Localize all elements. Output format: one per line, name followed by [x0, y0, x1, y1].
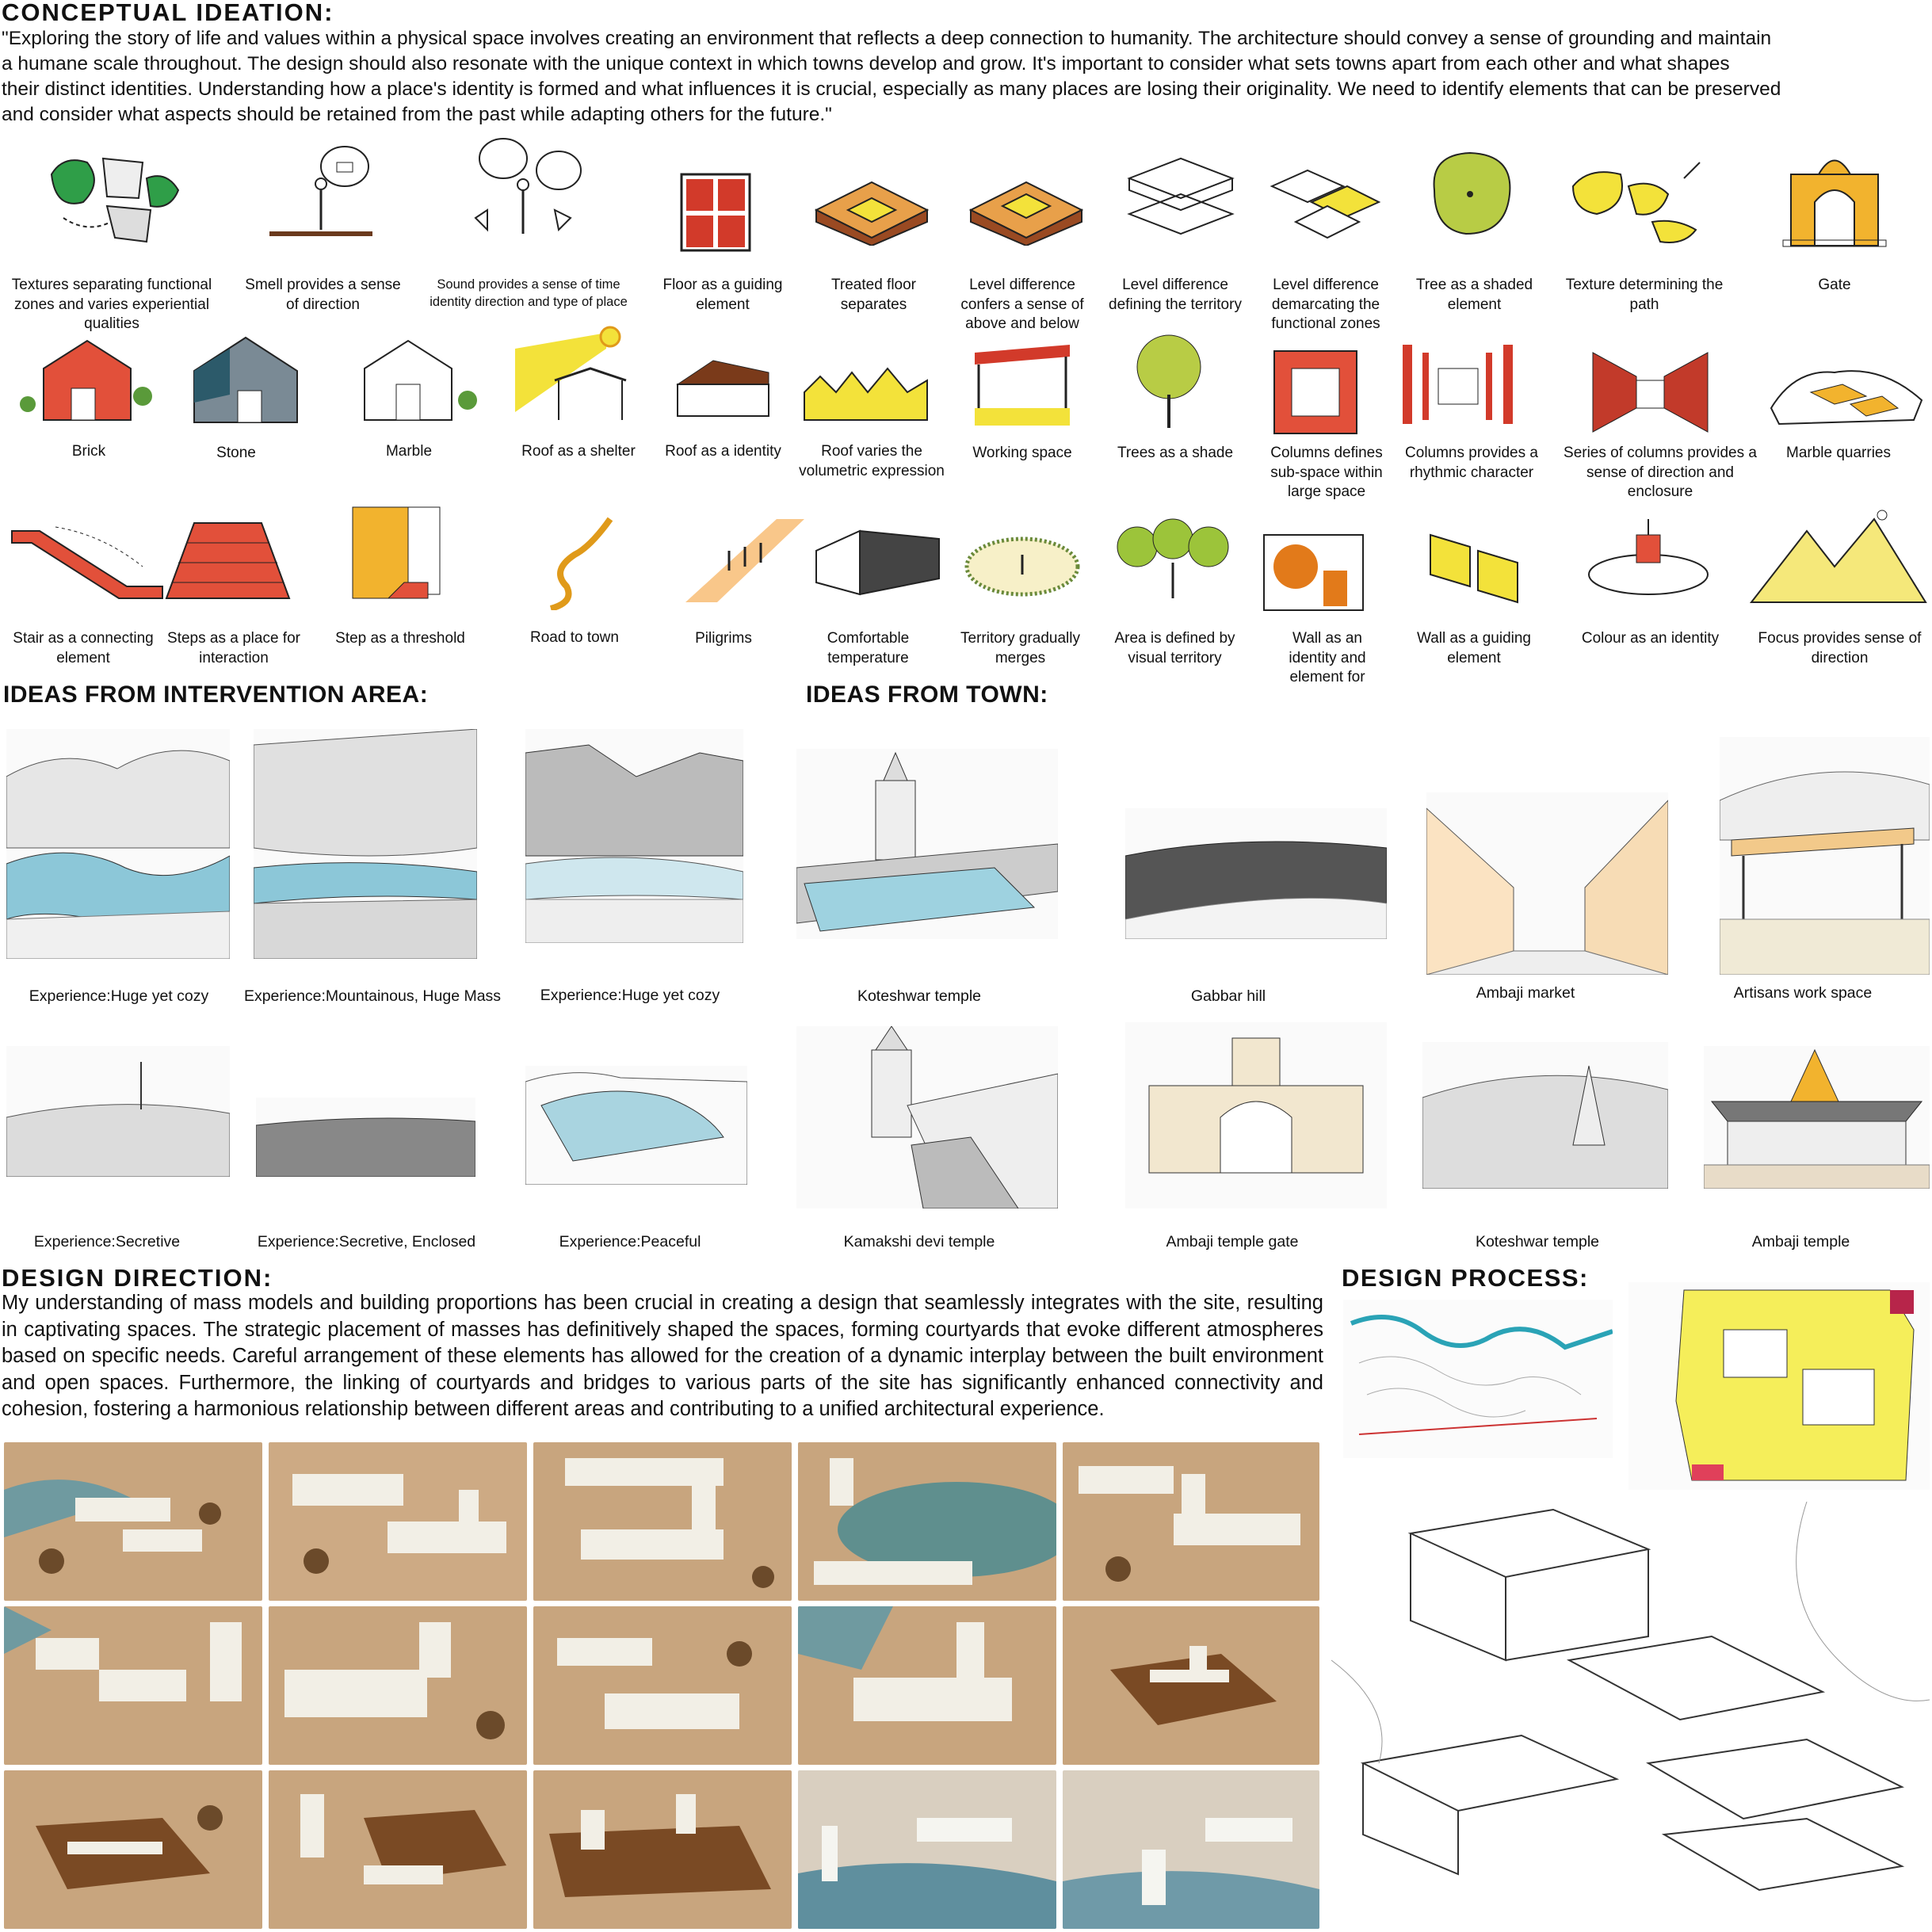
- caption-step-threshold: Step as a threshold: [335, 630, 465, 647]
- quote-line: a humane scale throughout. The design should also resonate with the unique context in which towns develop and grow. It's important to consider what sets towns apart from each other and what shapes: [2, 53, 1730, 74]
- caption-stone: Stone: [216, 445, 256, 461]
- intervention-caption-1: Experience:Huge yet cozy: [29, 987, 209, 1005]
- intervention-caption-3: Experience:Huge yet cozy: [540, 987, 720, 1004]
- town-caption-1: Koteshwar temple: [857, 987, 982, 1005]
- sketch-series-columns: [1589, 349, 1712, 436]
- caption-roof-shelter: Roof as a shelter: [521, 443, 636, 460]
- town-caption-7: Koteshwar temple: [1475, 1233, 1600, 1250]
- design-process-heading: DESIGN PROCESS:: [1342, 1264, 1589, 1292]
- intervention-heading: IDEAS FROM INTERVENTION AREA:: [3, 682, 429, 708]
- model-photo: [4, 1606, 262, 1765]
- sketch-marble: [349, 333, 483, 424]
- sketch-smell: [262, 135, 380, 246]
- caption-series-columns: Series of columns provides a sense of direction and enclosure: [1564, 445, 1757, 500]
- model-photo: [269, 1442, 527, 1601]
- caption-level-zones: Level difference demarcating the functional zones: [1271, 277, 1380, 332]
- town-caption-2: Gabbar hill: [1190, 987, 1266, 1005]
- sketch-marble-quarries: [1763, 361, 1930, 428]
- intervention-sketch-3: [525, 729, 743, 943]
- model-photo: [4, 1770, 262, 1929]
- caption-visual-territory: Area is defined by visual territory: [1114, 630, 1235, 666]
- caption-level-territory: Level difference defining the territory: [1109, 277, 1242, 313]
- sketch-working-space: [971, 337, 1074, 428]
- town-caption-3: Ambaji market: [1476, 984, 1575, 1002]
- sketch-pilgrims: [682, 515, 808, 606]
- sketch-floor-guiding: [680, 173, 751, 252]
- sketch-columns-rhythm: [1399, 337, 1518, 428]
- town-caption-8: Ambaji temple: [1751, 1233, 1850, 1250]
- caption-treated-floor: Treated floor separates: [830, 277, 916, 313]
- design-direction-heading: DESIGN DIRECTION:: [2, 1264, 273, 1292]
- town-sketch-1: [796, 749, 1058, 939]
- town-sketch-3: [1426, 792, 1668, 975]
- caption-comfortable-temperature: Comfortable temperature: [827, 630, 910, 666]
- model-photo: [533, 1606, 792, 1765]
- caption-trees-shade: Trees as a shade: [1117, 445, 1234, 461]
- caption-wall-identity: Wall as an identity and element for: [1289, 630, 1366, 685]
- caption-roof-identity: Roof as a identity: [665, 443, 781, 460]
- process-plan-sketch: [1628, 1282, 1930, 1490]
- intervention-caption-2: Experience:Mountainous, Huge Mass: [243, 987, 502, 1005]
- model-photo: [1063, 1770, 1319, 1929]
- caption-working-space: Working space: [972, 445, 1072, 461]
- sketch-level-territory: [1125, 155, 1236, 250]
- quote-line: "Exploring the story of life and values within a physical space involves creating an environment that reflects a deep connection to humanity. The architecture should convey a sense of grounding and maintain: [2, 28, 1772, 49]
- sketch-stair-connecting: [8, 519, 166, 606]
- sketch-visual-territory: [1113, 515, 1232, 602]
- sketch-steps-interaction: [162, 507, 293, 602]
- caption-marble: Marble: [385, 443, 433, 460]
- caption-columns-subspace: Columns defines sub-space within large space: [1270, 445, 1383, 500]
- intervention-sketch-2: [254, 729, 477, 959]
- caption-territory-merges: Territory gradually merges: [960, 630, 1080, 666]
- quote-line: and consider what aspects should be retained from the past while adapting others for the future.": [2, 104, 832, 125]
- sketch-stone: [174, 331, 313, 426]
- sketch-trees-shade: [1125, 331, 1212, 430]
- design-direction-text: My understanding of mass models and building proportions has been crucial in creating a design that seamlessly integrates with the site, resulting in captivating spaces. The strategic placement of masses has definitively shaped the spaces, forming courtyards that evoke different atmospheres based on specific needs. Careful arrangement of these elements has allowed for the creation of a dynamic interplay between the built environment and open spaces. Furthermore, the linking of courtyards and bridges to various parts of the site has significantly enhanced connectivity and cohesion, fostering a harmonious relationship between different areas and contributing to a unified architectural experience.: [2, 1292, 1323, 1420]
- intro-quote: [2, 26, 1781, 128]
- caption-sound: Sound provides a sense of time identity direction and type of place: [430, 277, 628, 309]
- sketch-territory-merges: [963, 531, 1082, 598]
- caption-brick: Brick: [71, 443, 106, 460]
- sketch-roof-shelter: [511, 325, 630, 424]
- town-sketch-6: [1125, 1022, 1387, 1208]
- caption-texture-path: Texture determining the path: [1565, 277, 1724, 313]
- sketch-gate: [1779, 147, 1890, 250]
- caption-floor-guiding: Floor as a guiding element: [662, 277, 783, 313]
- model-photo: [533, 1770, 792, 1929]
- town-caption-5: Kamakshi devi temple: [843, 1233, 995, 1250]
- model-photo: [533, 1442, 792, 1601]
- intervention-caption-4: Experience:Secretive: [33, 1233, 181, 1250]
- town-caption-6: Ambaji temple gate: [1166, 1233, 1299, 1250]
- quote-line: their distinct identities. Understanding how a place's identity is formed and what influences it is crucial, especially as many places are losing their originality. We need to identify elements that can be preserved: [2, 78, 1781, 100]
- caption-textures: Textures separating functional zones and varies experiential qualities: [11, 277, 212, 332]
- sketch-step-threshold: [341, 503, 444, 606]
- sketch-treated-floor: [812, 178, 931, 246]
- model-photo: [4, 1442, 262, 1601]
- town-caption-4: Artisans work space: [1733, 984, 1873, 1002]
- sketch-comfortable-temperature: [812, 519, 943, 598]
- sketch-columns-subspace: [1272, 349, 1359, 436]
- caption-colour-identity: Colour as an identity: [1581, 630, 1720, 647]
- town-sketch-4: [1720, 737, 1930, 975]
- conceptual-ideation-heading: CONCEPTUAL IDEATION:: [2, 0, 334, 26]
- model-photo: [1063, 1606, 1319, 1765]
- intervention-sketch-5: [256, 1098, 475, 1177]
- sketch-texture-path: [1565, 155, 1712, 250]
- sketch-sound: [460, 131, 586, 246]
- caption-pilgrims: Piligrims: [695, 630, 752, 647]
- caption-road-town: Road to town: [530, 629, 619, 646]
- sketch-road-town: [527, 515, 622, 610]
- sketch-wall-identity: [1260, 527, 1367, 614]
- caption-smell: Smell provides a sense of direction: [245, 277, 401, 313]
- process-axonometric-sketch: [1331, 1502, 1930, 1930]
- caption-focus-direction: Focus provides sense of direction: [1758, 630, 1922, 666]
- town-sketch-5: [796, 1026, 1058, 1208]
- town-sketch-8: [1704, 1046, 1930, 1189]
- intervention-sketch-4: [6, 1046, 230, 1177]
- model-photo: [269, 1770, 527, 1929]
- sketch-tree-shaded: [1418, 147, 1522, 242]
- intervention-caption-6: Experience:Peaceful: [559, 1233, 701, 1250]
- model-photo: [269, 1606, 527, 1765]
- sketch-brick: [12, 333, 155, 424]
- town-sketch-7: [1422, 1042, 1668, 1189]
- sketch-textures: [40, 143, 190, 246]
- caption-wall-guiding: Wall as a guiding element: [1417, 630, 1531, 666]
- sketch-focus-direction: [1747, 507, 1930, 606]
- sketch-roof-volumetric: [800, 361, 931, 424]
- caption-columns-rhythm: Columns provides a rhythmic character: [1405, 445, 1538, 481]
- model-photo: [798, 1606, 1056, 1765]
- model-photo: [798, 1442, 1056, 1601]
- mass-model-grid: [4, 1442, 1319, 1930]
- sketch-colour-identity: [1585, 511, 1712, 610]
- town-heading: IDEAS FROM TOWN:: [806, 682, 1048, 708]
- sketch-wall-guiding: [1422, 527, 1525, 606]
- caption-level-above-below: Level difference confers a sense of above and below: [960, 277, 1084, 332]
- intervention-sketch-1: [6, 729, 230, 959]
- model-photo: [798, 1770, 1056, 1929]
- caption-stair-connecting: Stair as a connecting element: [13, 630, 154, 666]
- caption-steps-interaction: Steps as a place for interaction: [167, 630, 300, 666]
- caption-roof-volumetric: Roof varies the volumetric expression: [799, 443, 945, 479]
- sketch-roof-identity: [666, 353, 781, 420]
- town-sketch-2: [1125, 808, 1387, 939]
- sketch-level-above-below: [967, 178, 1086, 246]
- caption-marble-quarries: Marble quarries: [1786, 445, 1891, 461]
- caption-tree-shaded: Tree as a shaded element: [1415, 277, 1533, 313]
- caption-gate: Gate: [1818, 277, 1851, 293]
- intervention-sketch-6: [525, 1066, 747, 1185]
- sketch-level-zones: [1264, 155, 1383, 250]
- intervention-caption-5: Experience:Secretive, Enclosed: [257, 1233, 476, 1250]
- process-site-sketch: [1343, 1300, 1613, 1458]
- model-photo: [1063, 1442, 1319, 1601]
